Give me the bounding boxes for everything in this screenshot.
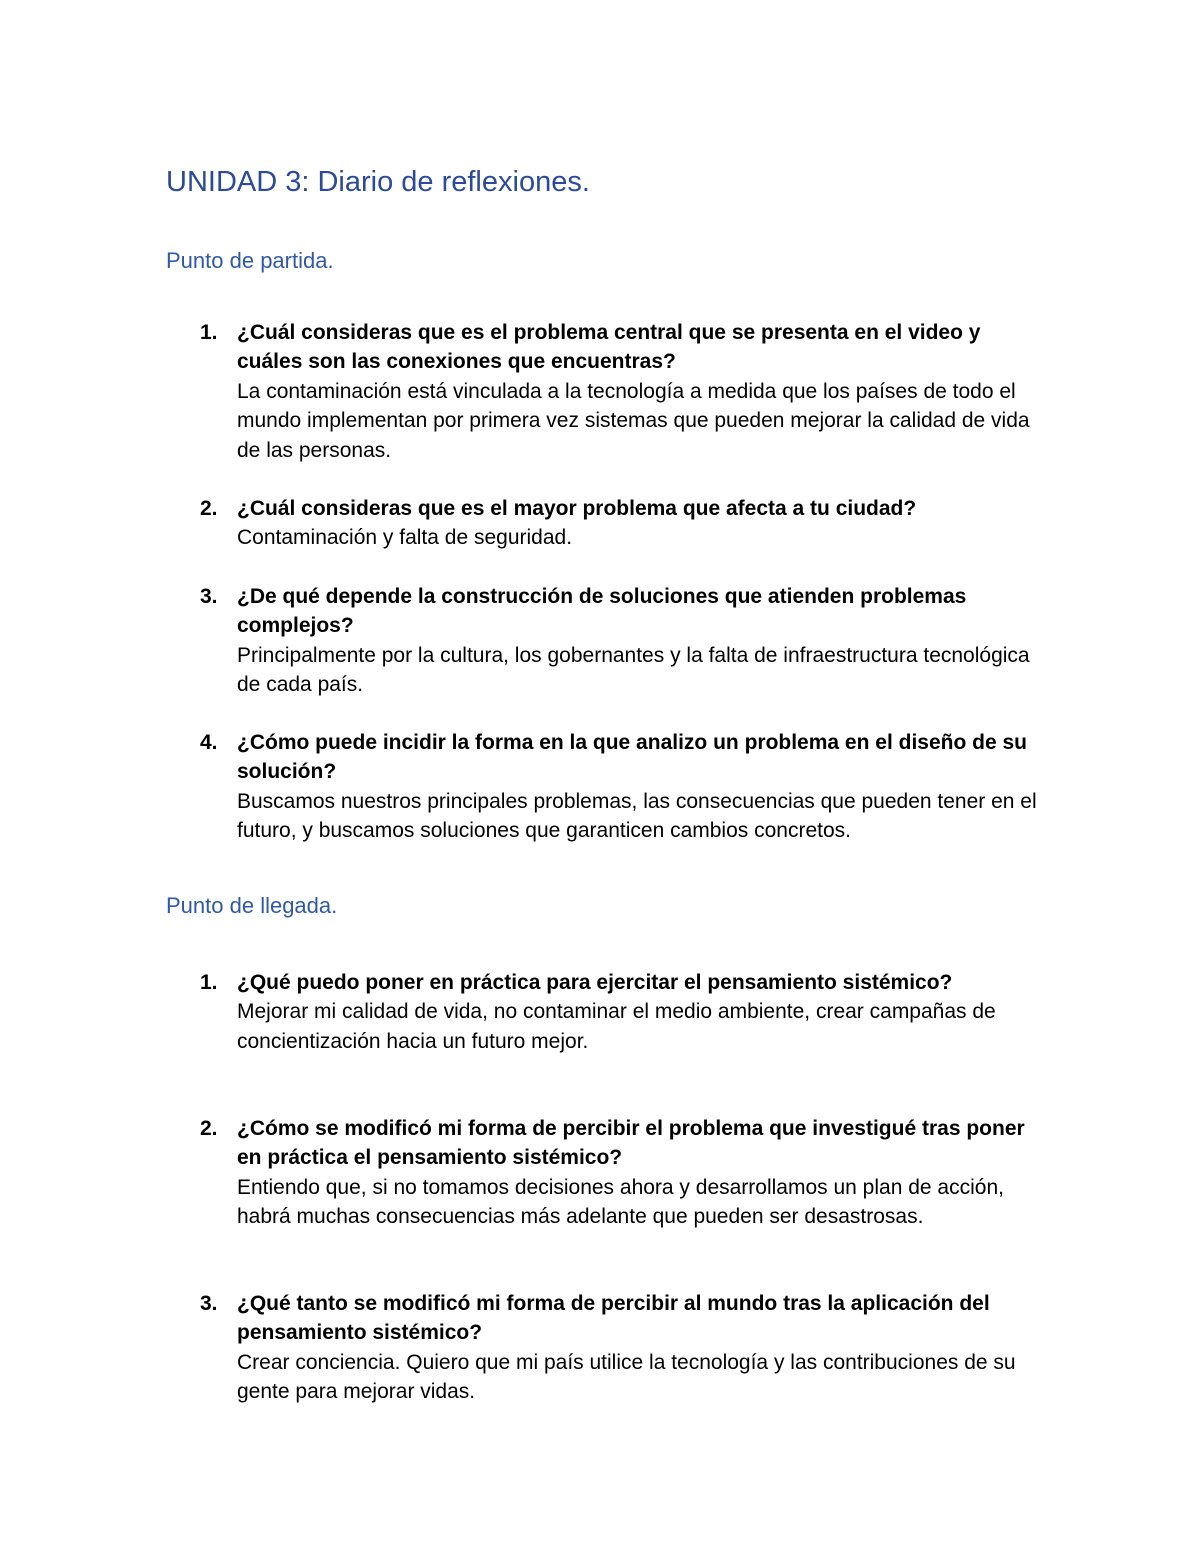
list-item-body [237,1289,1037,1407]
question-text: ¿Cómo se modificó mi forma de percibir el problema que investigué tras poner en práctica el pensamiento sistémico? [237,1117,1025,1170]
answer-text: Contaminación y falta de seguridad. [237,526,573,550]
list-item-body [237,1114,1037,1232]
section-heading-punto-de-llegada: Punto de llegada. [166,893,338,918]
list-item-body [237,728,1037,846]
section-heading-punto-de-partida: Punto de partida. [166,248,334,273]
list-item-body [237,968,1037,1056]
list-item-number: 3. [200,585,218,608]
list-item-number: 2. [200,1117,218,1140]
list-item-body [237,494,1037,553]
list-item-number: 4. [200,731,218,754]
list-item-number: 1. [200,321,218,344]
question-text: ¿Cuál consideras que es el problema central que se presenta en el video y cuáles son las conexiones que encuentras? [237,321,981,374]
list-item-body [237,318,1037,465]
question-text: ¿Qué tanto se modificó mi forma de percibir al mundo tras la aplicación del pensamiento sistémico? [237,1292,990,1345]
list-item-number: 1. [200,971,218,994]
answer-text: Entiendo que, si no tomamos decisiones ahora y desarrollamos un plan de acción, habrá muchas consecuencias más adelante que pueden ser desastrosas. [237,1175,1004,1229]
list-item-number: 3. [200,1292,218,1315]
list-item-number: 2. [200,497,218,520]
page-title: UNIDAD 3: Diario de reflexiones. [166,166,590,198]
answer-text: La contaminación está vinculada a la tecnología a medida que los países de todo el mundo implementan por primera vez sistemas que pueden mejorar la calidad de vida de las personas. [237,379,1030,462]
question-text: ¿Cómo puede incidir la forma en la que analizo un problema en el diseño de su solución? [237,731,1027,784]
answer-text: Mejorar mi calidad de vida, no contaminar el medio ambiente, crear campañas de concientización hacia un futuro mejor. [237,1000,996,1053]
question-text: ¿Cuál consideras que es el mayor problema que afecta a tu ciudad? [237,497,917,520]
answer-text: Crear conciencia. Quiero que mi país utilice la tecnología y las contribuciones de su gente para mejorar vidas. [237,1350,1016,1404]
answer-text: Buscamos nuestros principales problemas, las consecuencias que pueden tener en el futuro, y buscamos soluciones que garanticen cambios concretos. [237,789,1037,843]
answer-text: Principalmente por la cultura, los gobernantes y la falta de infraestructura tecnológica de cada país. [237,643,1030,697]
question-text: ¿De qué depende la construcción de soluciones que atienden problemas complejos? [237,585,967,638]
question-text: ¿Qué puedo poner en práctica para ejercitar el pensamiento sistémico? [237,971,953,994]
list-item-body [237,582,1037,700]
